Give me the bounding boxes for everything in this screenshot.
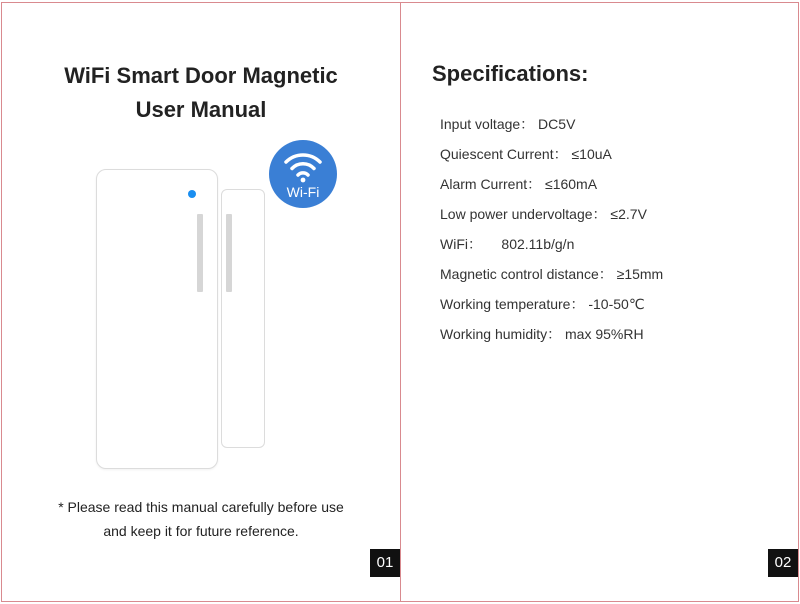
note-line-1: * Please read this manual carefully before use	[58, 499, 344, 515]
page-number: 02	[768, 549, 798, 577]
spec-list	[440, 111, 663, 351]
spec-item-input-voltage: Input voltage： DC5V	[440, 116, 576, 132]
spec-item-magnetic-distance: Magnetic control distance： ≥15mm	[440, 266, 664, 282]
page-right	[400, 2, 799, 602]
note-line-2: and keep it for future reference.	[103, 523, 299, 539]
magnet-illustration	[221, 189, 265, 448]
wifi-icon	[283, 151, 323, 183]
wifi-badge	[269, 140, 337, 208]
specifications-title: Specifications:	[432, 61, 589, 86]
spec-item-wifi: WiFi： 802.11b/g/n	[440, 236, 575, 252]
sensor-body-illustration	[96, 169, 218, 469]
title-line-1: WiFi Smart Door Magnetic	[64, 63, 338, 88]
magnet-groove	[226, 214, 232, 292]
spec-item-quiescent-current: Quiescent Current： ≤10uA	[440, 146, 612, 162]
manual-title	[2, 59, 400, 127]
spec-item-alarm-current: Alarm Current： ≤160mA	[440, 176, 598, 192]
sensor-groove	[197, 214, 203, 292]
page-number: 01	[370, 549, 400, 577]
spec-item-working-humidity: Working humidity： max 95%RH	[440, 326, 644, 342]
spec-item-low-power-undervoltage: Low power undervoltage： ≤2.7V	[440, 206, 647, 222]
spec-item-working-temperature: Working temperature： -10-50℃	[440, 296, 645, 312]
title-line-2: User Manual	[135, 97, 267, 122]
wifi-badge-label: Wi-Fi	[286, 184, 320, 200]
page-left	[1, 2, 401, 602]
status-led	[188, 190, 196, 198]
usage-note	[2, 495, 400, 543]
